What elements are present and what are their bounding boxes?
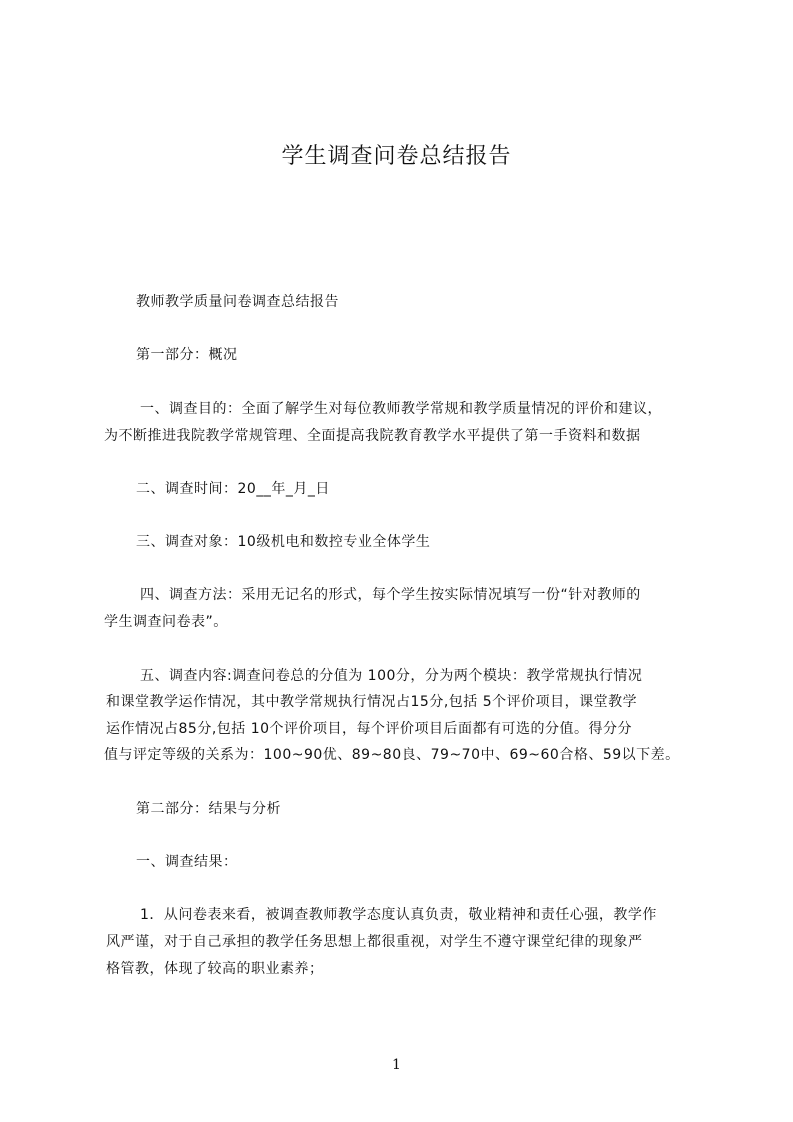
content-line-3: 运作情况占85分,包括 10个评价项目，每个评价项目后面都有可选的分值。得分分	[106, 721, 633, 737]
content-line-4: 值与评定等级的关系为：100~90优、89~80良、79~70中、69~60合格、59以下差。	[104, 747, 680, 763]
results-heading: 一、调查结果：	[136, 854, 238, 870]
result1-line-3: 格管教，体现了较高的职业素养；	[106, 961, 324, 977]
survey-target: 三、调查对象：10级机电和数控专业全体学生	[136, 534, 431, 550]
purpose-line-2: 为不断推进我院教学常规管理、全面提高我院教育教学水平提供了第一手资料和数据	[104, 428, 641, 444]
method-line-1: 四、调查方法：采用无记名的形式，每个学生按实际情况填写一份“针对教师的	[140, 587, 641, 603]
method-line-2: 学生调查问卷表”。	[104, 614, 228, 630]
purpose-line-1: 一、调查目的：全面了解学生对每位教师教学常规和教学质量情况的评价和建议，	[140, 401, 662, 417]
part1-heading: 第一部分：概况	[136, 347, 238, 363]
content-line-1: 五、调查内容:调查问卷总的分值为 100分，分为两个模块：教学常规执行情况	[140, 668, 643, 684]
result1-line-2: 风严谨，对于自己承担的教学任务思想上都很重视，对学生不遵守课堂纪律的现象严	[106, 934, 643, 950]
page-number: 1	[392, 1057, 401, 1073]
document-title: 学生调查问卷总结报告	[281, 144, 512, 169]
content-line-2: 和课堂教学运作情况，其中教学常规执行情况占15分,包括 5个评价项目，课堂教学	[106, 694, 638, 710]
result1-line-1: 1．从问卷表来看，被调查教师教学态度认真负责，敬业精神和责任心强，教学作	[140, 907, 657, 923]
part2-heading: 第二部分：结果与分析	[136, 801, 281, 817]
survey-time: 二、调查时间：20__年_月_日	[136, 481, 330, 497]
report-subtitle: 教师教学质量问卷调查总结报告	[136, 294, 339, 310]
